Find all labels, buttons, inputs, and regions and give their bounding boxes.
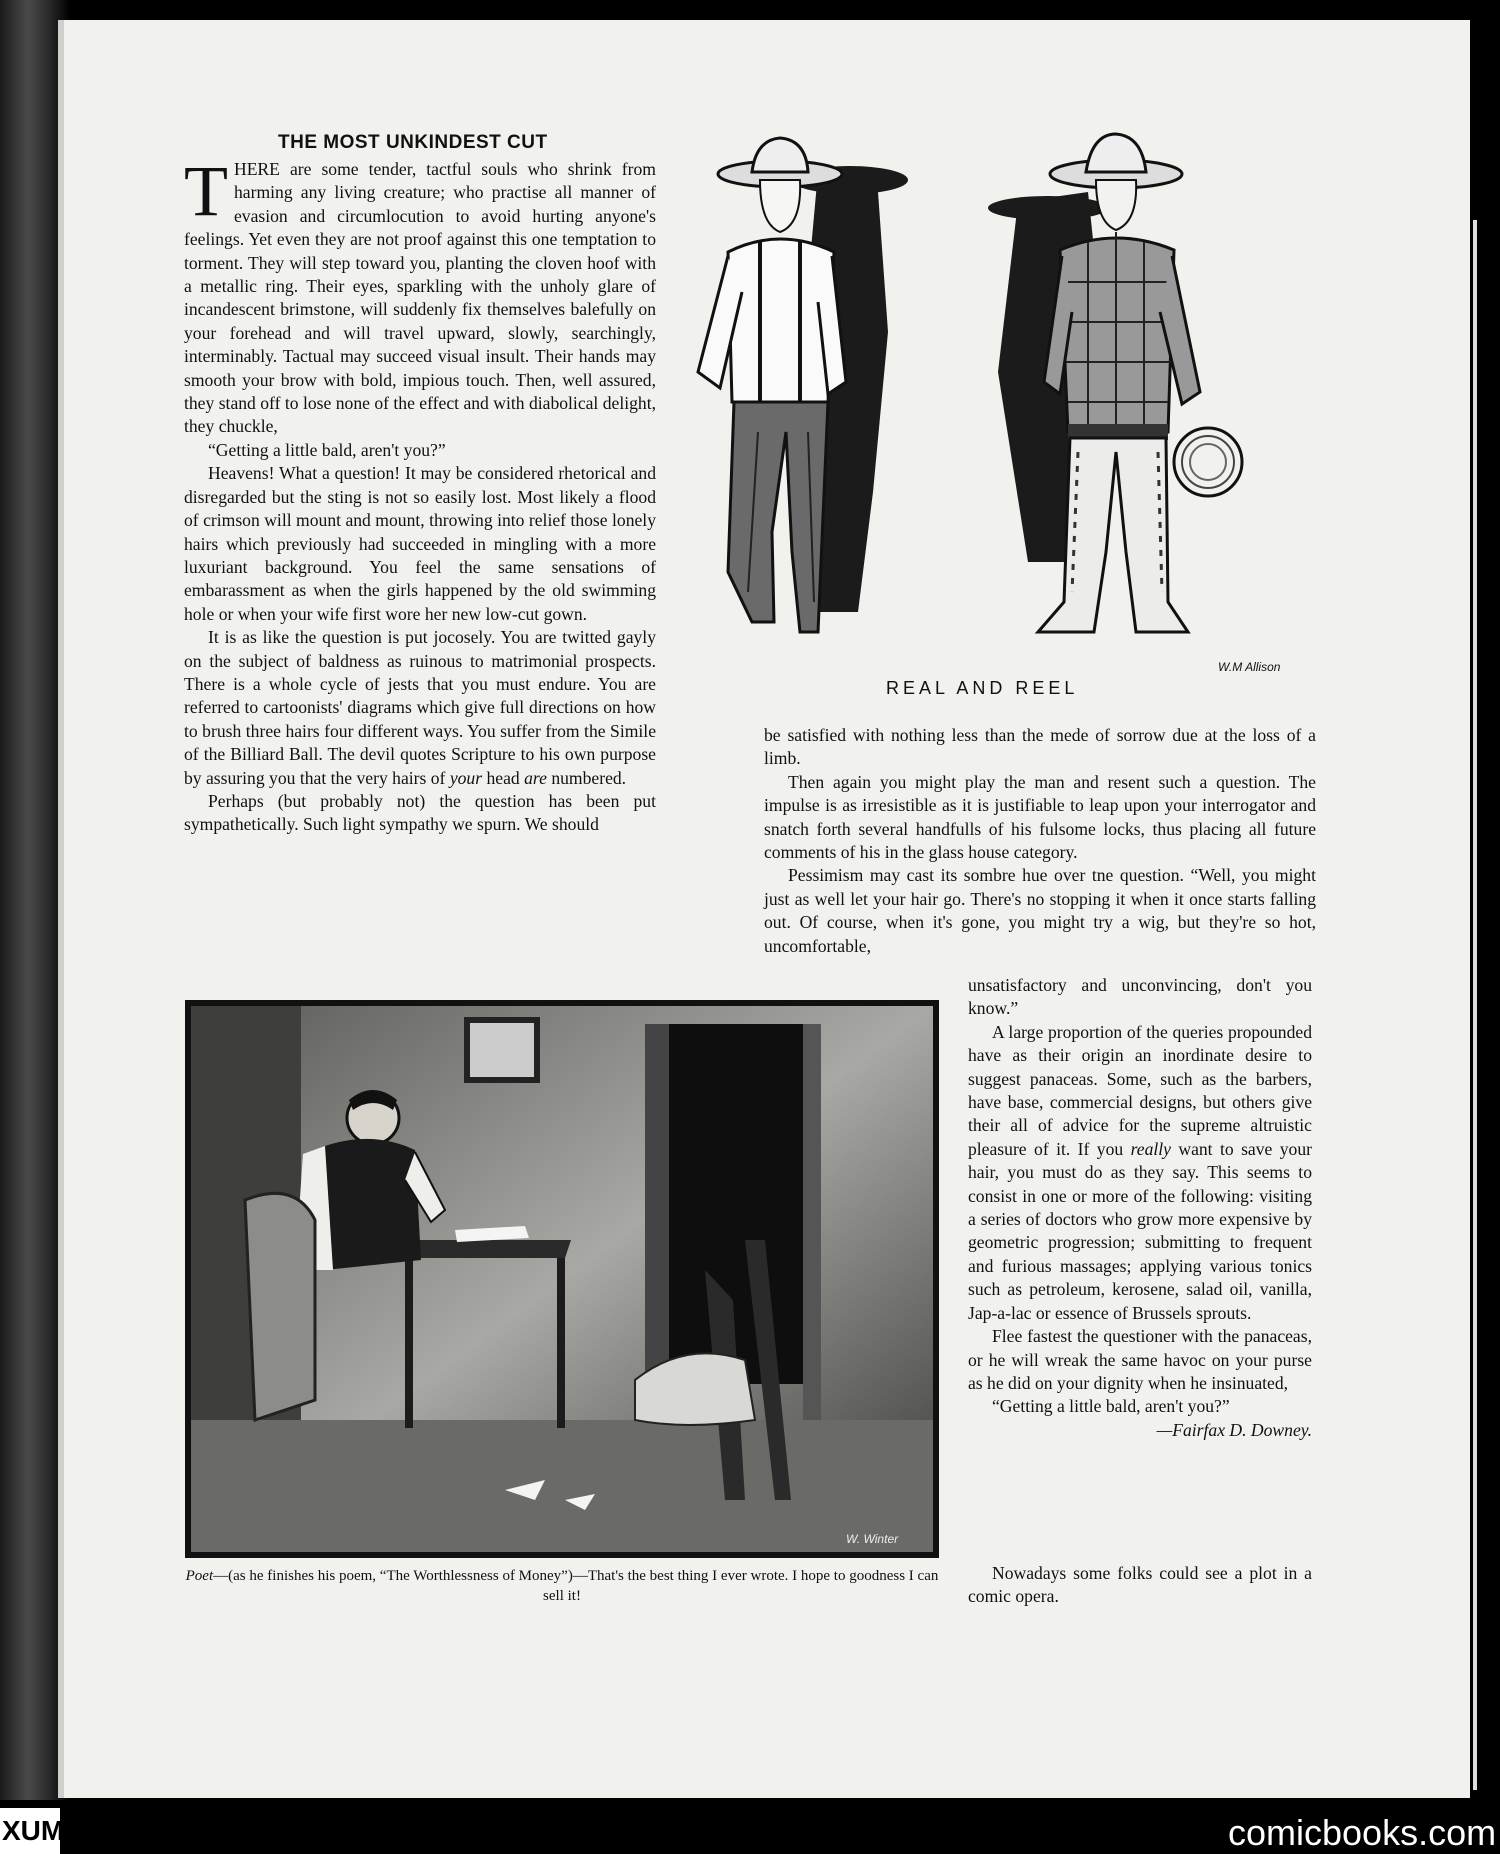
paragraph: It is as like the question is put jocosely. You are twitted gayly on the subject of baldness as ruinous to matrimonial prospects. There is a whole cycle of jests that you must endure. You are referred to cartoonists' diagrams which give full directions on how to brush three hairs four different ways. You suffer from the Simile of the Billiard Ball. The devil quotes Scripture to his own purpose by assuring you that the very hairs of your head are numbered.: [184, 627, 656, 788]
filler-text: [968, 1562, 1312, 1609]
paragraph: be satisfied with nothing less than the mede of sorrow due at the loss of a limb.: [764, 725, 1316, 769]
paragraph: Nowadays some folks could see a plot in a comic opera.: [968, 1563, 1312, 1607]
illustration-caption: REAL AND REEL: [886, 678, 1079, 698]
illustration-caption: Poet—(as he finishes his poem, “The Worthlessness of Money”)—That's the best thing I ever wrote. I hope to goodness I can sell it!: [185, 1568, 939, 1604]
column-left: [184, 151, 656, 837]
article-title: THE MOST UNKINDEST CUT: [278, 132, 548, 153]
paragraph: Flee fastest the questioner with the panaceas, or he will wreak the same havoc on your purse as he did on your dignity when he insinuated,: [968, 1326, 1312, 1393]
paragraph: unsatisfactory and unconvincing, don't you know.”: [968, 975, 1312, 1019]
illustrator-signature: W.M Allison: [1218, 660, 1281, 674]
paragraph: Pessimism may cast its sombre hue over tne question. “Well, you might just as well let your hair go. There's no stopping it when it once starts falling out. Of course, when it's gone, you might try a wig, but they're so hot, uncomfortable,: [764, 865, 1316, 956]
cowboys-illustration: [668, 132, 1328, 684]
paragraph: Heavens! What a question! It may be considered rhetorical and disregarded but the sting is not so easily lost. Most likely a flood of crimson will mount and mount, throwing into relief those lonely hairs which previously had succeeded in mingling with a more luxuriant background. You feel the same sensations of embarassment as when the girls happened by the old swimming hole or when your wife first wore her new low-cut gown.: [184, 463, 656, 624]
drop-cap: T: [184, 151, 228, 231]
paragraph: THERE are some tender, tactful souls who shrink from harming any living creature; who practise all manner of evasion and circumlocution to avoid hurting anyone's feelings. Yet even they are not proof against this one temptation to torment. They will step toward you, planting the cloven hoof with a metallic ring. Their eyes, sparkling with the unholy glare of incandescent brimstone, will suddenly fix themselves balefully on your forehead and will travel upward, slowly, searchingly, interminably. Tactual may succeed visual insult. Their hands may smooth your brow with bold, impious touch. Then, well assured, they stand off to lose none of the effect and with diabolical delight, they chuckle,: [184, 151, 656, 437]
illustrator-signature: W. Winter: [846, 1532, 899, 1546]
poet-illustration: [185, 1000, 939, 1558]
paragraph: Then again you might play the man and resent such a question. The impulse is as irresistible as it is justifiable to leap upon your interrogator and snatch forth several handfulls of his fulsome locks, thus placing all future comments of his in the glass house category.: [764, 771, 1316, 863]
watermark: comicbooks.com: [1228, 1812, 1497, 1853]
paragraph: Perhaps (but probably not) the question has been put sympathetically. Such light sympathy we spurn. We should: [184, 790, 656, 835]
page-edge: [1473, 220, 1477, 1790]
left-badge: XUM: [0, 1808, 60, 1854]
paragraph: “Getting a little bald, aren't you?”: [208, 439, 446, 460]
column-right: [968, 974, 1312, 1442]
paragraph: A large proportion of the queries propounded have as their origin an inordinate desire to suggest panaceas. Some, such as the barbers, have base, commercial designs, but others give their all of advice for the supreme altruistic pleasure of it. If you really want to save your hair, you must do as they say. This seems to consist in one or more of the following: visiting a series of doctors who grow more expensive by geometric progression; submitting to frequent and furious massages; applying various tonics such as petroleum, kerosene, salad oil, vanilla, Jap-a-lac or essence of Brussels sprouts.: [968, 1021, 1312, 1323]
paragraph: “Getting a little bald, aren't you?”: [992, 1396, 1230, 1417]
column-middle: [764, 724, 1316, 958]
byline: —Fairfax D. Downey.: [1156, 1419, 1312, 1440]
